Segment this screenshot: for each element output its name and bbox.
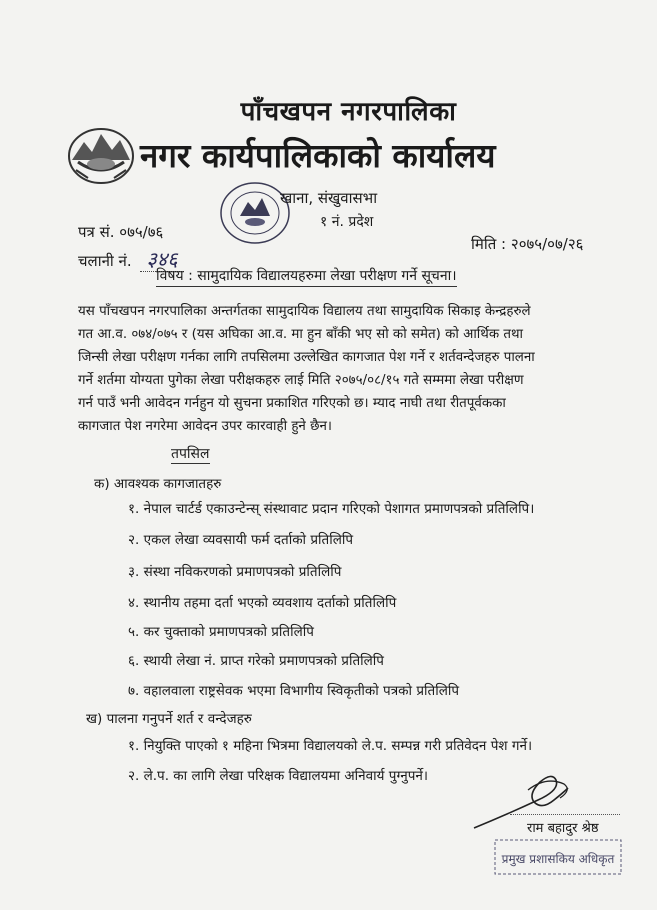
body-line: गर्न पाउँ भनी आवेदन गर्नहुन यो सुचना प्रकाशित गरिएको छ। म्याद नाघी तथा रीतपूर्वकका [78,396,506,411]
nepal-emblem-icon [66,126,136,186]
tapasil-heading: तपसिल [171,446,210,462]
chalani-value: ३४६ [140,247,183,272]
subject-line: विषय : सामुदायिक विद्यालयहरुमा लेखा परीक्षण गर्ने सूचना। [156,266,457,287]
list-item: ५. कर चुक्ताको प्रमाणपत्रको प्रतिलिपि [128,624,314,640]
list-item: ६. स्थायी लेखा नं. प्राप्त गरेको प्रमाणपत्रको प्रतिलिपि [128,653,384,669]
signature-line [510,814,620,815]
seal-text: प्रमुख प्रशासकिय अधिकृत [501,852,615,866]
list-item: ७. वहालवाला राष्ट्रसेवक भएमा विभागीय स्विकृतीको पत्रको प्रतिलिपि [128,683,460,699]
list-item: ४. स्थानीय तहमा दर्ता भएको व्यवशाय दर्ताको प्रतिलिपि [128,595,397,611]
list-item: ३. संस्था नविकरणको प्रमाणपत्रको प्रतिलिपि [128,564,342,580]
notice-date [471,234,583,254]
date-value: २०७५/०७/२६ [510,235,584,253]
office-title: नगर कार्यपालिकाको कार्यालय [140,136,496,175]
section-a-title: क) आवश्यक कागजातहरु [94,476,222,492]
list-item: २. एकल लेखा व्यवसायी फर्म दर्ताको प्रतिलिपि [128,532,354,548]
office-address: खाना, संखुवासभा [280,189,378,207]
patra-value: ०७५/७६ [119,223,164,241]
patra-number [78,222,163,242]
section-b-title: ख) पालना गनुपर्ने शर्त र वन्देजहरु [86,711,252,727]
body-line: गत आ.व. ०७४/०७५ र (यस अघिका आ.व. मा हुन बाँकी भए सो को समेत) को आर्थिक तथा [78,327,524,342]
province: १ नं. प्रदेश [320,214,374,230]
body-line: जिन्सी लेखा परीक्षण गर्नका लागि तपसिलमा उल्लेखित कागजात पेश गर्ने र शर्तवन्देजहरु पालना [78,350,535,365]
body-paragraph [78,300,618,438]
body-line: गर्ने शर्तमा योग्यता पुगेका लेखा परीक्षकहरु लाई मिति २०७५/०८/१५ गते सम्ममा लेखा परीक्षण [78,373,524,388]
chalani-label: चलानी नं. [78,252,132,270]
body-line: यस पाँचखपन नगरपालिका अन्तर्गतका सामुदायिक विद्यालय तथा सामुदायिक सिकाइ केन्द्रहरुले [78,304,531,319]
signer-name: राम बहादुर श्रेष्ठ [527,821,599,836]
body-line: कागजात पेश नगरेमा आवेदन उपर कारवाही हुने छैन। [78,419,333,434]
list-item: २. ले.प. का लागि लेखा परिक्षक विद्यालयमा अनिवार्य पुग्नुपर्ने। [128,768,429,784]
municipality-name: पाँचखपन नगरपालिका [240,97,457,127]
list-item: १. नेपाल चार्टर्ड एकाउन्टेन्स् संस्थावाट प्रदान गरिएको पेशागत प्रमाणपत्रको प्रतिलिपि। [128,501,535,517]
designation-seal [493,836,623,878]
list-item: १. नियुक्ति पाएको १ महिना भित्रमा विद्यालयको ले.प. सम्पन्न गरी प्रतिवेदन पेश गर्ने। [128,738,533,754]
patra-label: पत्र सं. [78,223,115,241]
date-label: मिति : [471,235,507,253]
